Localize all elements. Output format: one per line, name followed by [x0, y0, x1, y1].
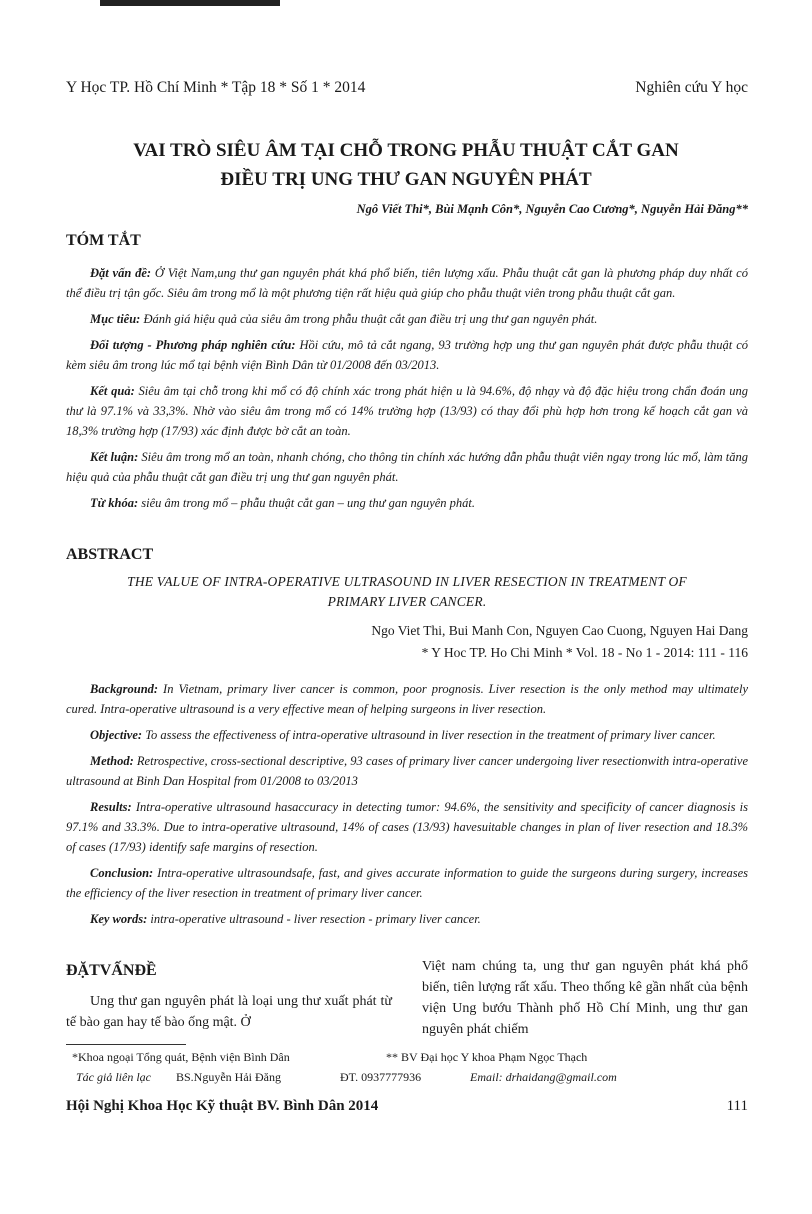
item-text: siêu âm trong mổ – phẫu thuật cắt gan – ung thư gan nguyên phát. — [138, 496, 476, 510]
journal-header: Y Học TP. Hồ Chí Minh * Tập 18 * Số 1 * 2014 — [66, 79, 366, 96]
item-text: Intra-operative ultrasoundsafe, fast, and gives accurate information to guide the surgeons during surgery, increases the efficiency of the liver resection in treatment of primary liver cancer. — [66, 866, 748, 900]
affiliation-1: *Khoa ngoại Tổng quát, Bệnh viện Bình Dân — [72, 1050, 290, 1064]
intro-left-column: Ung thư gan nguyên phát là loại ung thư xuất phát từ tế bào gan hay tế bào ống mật. Ở — [66, 994, 392, 1030]
item-key: Key words: — [90, 912, 148, 926]
abstract-paragraph — [66, 679, 748, 929]
item-text: Siêu âm tại chỗ trong khi mổ có độ chính xác trong phát hiện u là 94.6%, độ nhạy và độ đặc hiệu trong chẩn đoán ung thư là 97.1% và 33,3%. Nhờ vào siêu âm trong mổ có 14% trường hợp (13/93) có thay đổi phù hợp hơn trong kế hoạch cắt gan và 18,3% trường hợp (17/93) xác định được bờ cắt an toàn. — [66, 384, 748, 438]
item-key: Từ khóa: — [90, 496, 139, 510]
item-text: intra-operative ultrasound - liver resection - primary liver cancer. — [147, 912, 481, 926]
abstract-item — [66, 863, 748, 903]
title-line-1: VAI TRÒ SIÊU ÂM TẠI CHỖ TRONG PHẪU THUẬT CẮT GAN — [133, 140, 679, 161]
item-text: Retrospective, cross-sectional descriptive, 93 cases of primary liver cancer undergoing liver resectionwith intra-operative ultrasound at Binh Dan Hospital from 01/2008 to 03/2013 — [66, 754, 748, 788]
abstract-authors: Ngo Viet Thi, Bui Manh Con, Nguyen Cao Cuong, Nguyen Hai Dang — [371, 623, 748, 638]
abstract-title-line-1: THE VALUE OF INTRA-OPERATIVE ULTRASOUND IN LIVER RESECTION IN TREATMENT OF — [127, 574, 687, 589]
item-key: Results: — [90, 800, 132, 814]
contact-name: BS.Nguyễn Hải Đăng — [176, 1070, 281, 1084]
article-title — [0, 136, 812, 194]
item-text: Hồi cứu, mô tả cắt ngang, 93 trường hợp ung thư gan nguyên phát được phẫu thuật có kèm siêu âm trong lúc mổ tại bệnh viện Bình Dân từ 01/2008 đến 03/2013. — [66, 338, 748, 372]
item-text: Đánh giá hiệu quả của siêu âm trong phẫu thuật cắt gan điều trị ung thư gan nguyên phát. — [140, 312, 598, 326]
footer-conference: Hội Nghị Khoa Học Kỹ thuật BV. Bình Dân 2014 — [66, 1098, 379, 1114]
abstract-citation: * Y Hoc TP. Ho Chi Minh * Vol. 18 - No 1 - 2014: 111 - 116 — [421, 645, 748, 660]
summary-item — [66, 447, 748, 487]
item-text: Siêu âm trong mổ an toàn, nhanh chóng, cho thông tin chính xác hướng dẫn phẫu thuật viên ngay trong lúc mổ, làm tăng hiệu quả của phẫu thuật cắt gan điều trị ung thư gan nguyên phát. — [66, 450, 749, 484]
contact-phone: ĐT. 0937777936 — [340, 1070, 422, 1084]
item-key: Kết luận: — [90, 450, 139, 464]
intro-heading: ĐẶTVẤNĐỀ — [66, 962, 157, 979]
footnote-rule — [66, 1044, 186, 1045]
abstract-item — [66, 797, 748, 857]
item-key: Objective: — [90, 728, 143, 742]
authors: Ngô Viết Thi*, Bùi Mạnh Côn*, Nguyễn Cao Cương*, Nguyễn Hải Đăng** — [356, 202, 748, 216]
summary-paragraph — [66, 263, 748, 513]
summary-item — [66, 381, 748, 441]
abstract-item — [66, 679, 748, 719]
summary-item — [66, 309, 748, 329]
item-key: Đối tượng - Phương pháp nghiên cứu: — [90, 338, 296, 352]
abstract-item — [66, 751, 748, 791]
item-key: Mục tiêu: — [90, 312, 141, 326]
section-label: Nghiên cứu Y học — [635, 79, 748, 96]
abstract-heading: ABSTRACT — [66, 546, 154, 563]
item-text: Intra-operative ultrasound hasaccuracy in detecting tumor: 94.6%, the sensitivity and specificity of cancer diagnosis is 97.1% and 33.3%. Due to intra-operative ultrasound, 14% of cases (13/93) havesuitable changes in plan of liver resection and 18.3% of cases (17/93) identify safe margins of resection. — [66, 800, 748, 854]
scan-mark — [100, 0, 280, 6]
contact-label: Tác giả liên lạc — [76, 1070, 151, 1084]
item-key: Method: — [90, 754, 134, 768]
abstract-title-line-2: PRIMARY LIVER CANCER. — [327, 594, 487, 609]
summary-item — [66, 493, 748, 513]
item-text: Ở Việt Nam,ung thư gan nguyên phát khá phổ biến, tiên lượng xấu. Phẫu thuật cắt gan là phương pháp duy nhất có thể điều trị tận gốc. Siêu âm trong mổ là một phương tiện rất hiệu quả giúp cho phẫu thuật viên trong phẫu thuật cắt gan. — [66, 266, 748, 300]
abstract-title — [66, 572, 748, 612]
affiliation-2: ** BV Đại học Y khoa Phạm Ngọc Thạch — [386, 1050, 588, 1064]
abstract-item — [66, 909, 748, 929]
item-key: Đặt vấn đề: — [90, 266, 152, 280]
contact-email: Email: drhaidang@gmail.com — [470, 1070, 617, 1084]
page-number: 111 — [726, 1098, 748, 1114]
summary-heading: TÓM TẮT — [66, 232, 141, 249]
intro-right-column: Việt nam chúng ta, ung thư gan nguyên phát khá phổ biến, tiên lượng rất xấu. Theo thống kê gần nhất của bệnh viện Ung bướu Thành phố Hồ Chí Minh, ung thư gan nguyên phát chiếm — [422, 959, 748, 1037]
abstract-item — [66, 725, 748, 745]
item-key: Conclusion: — [90, 866, 154, 880]
summary-item — [66, 335, 748, 375]
item-text: To assess the effectiveness of intra-operative ultrasound in liver resection in the treatment of primary liver cancer. — [142, 728, 716, 742]
item-key: Kết quả: — [90, 384, 135, 398]
title-line-2: ĐIỀU TRỊ UNG THƯ GAN NGUYÊN PHÁT — [220, 169, 592, 190]
item-key: Background: — [90, 682, 159, 696]
summary-item — [66, 263, 748, 303]
item-text: In Vietnam, primary liver cancer is common, poor prognosis. Liver resection is the only method may ultimately cured. Intra-operative ultrasound is a very effective mean of helping surgeons in liver resection. — [66, 682, 748, 716]
